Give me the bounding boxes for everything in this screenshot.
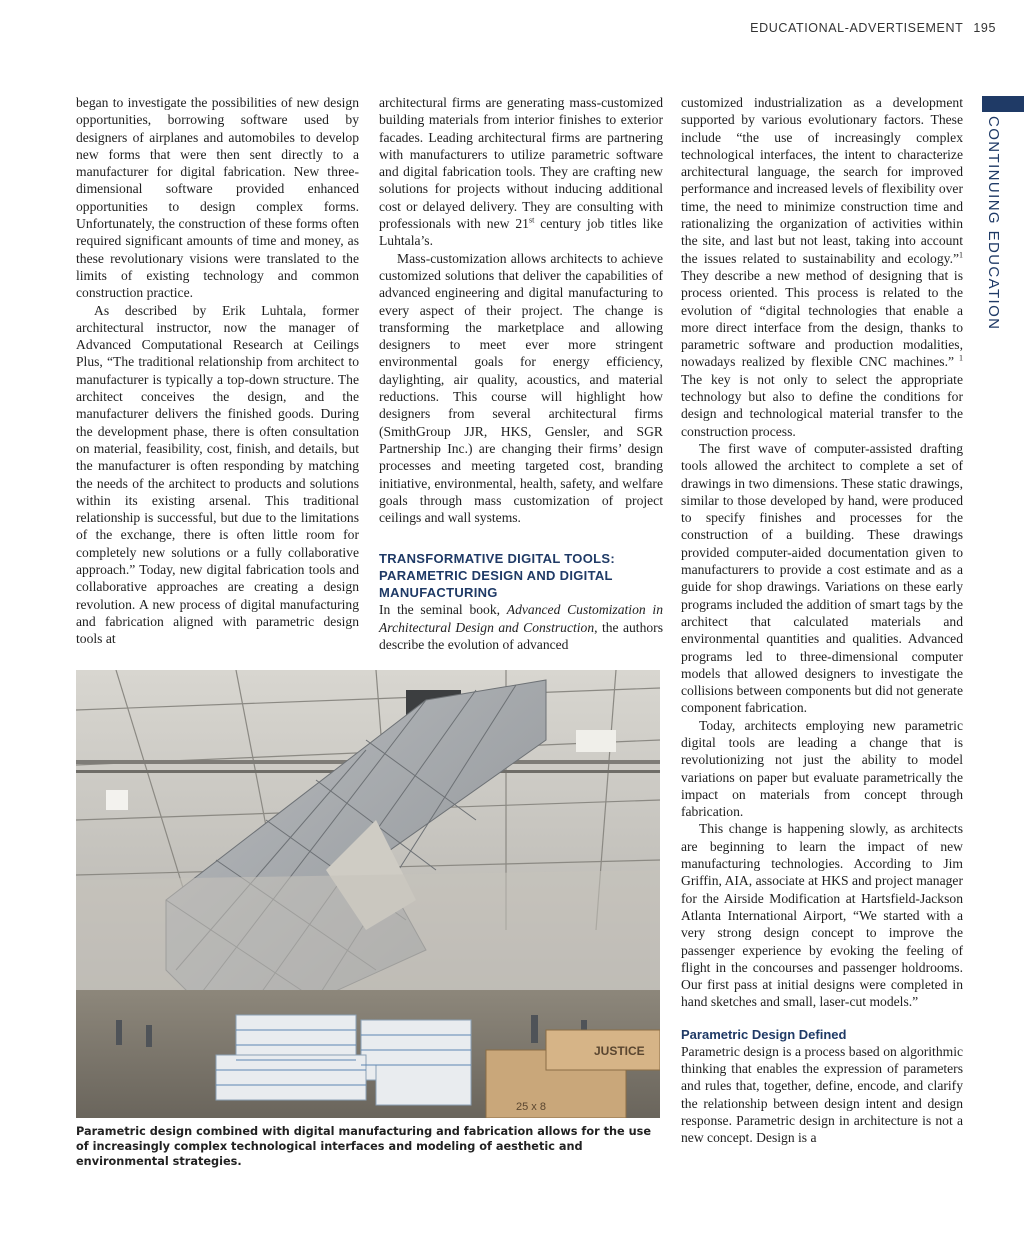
column-1 — [76, 94, 359, 648]
header-section: EDUCATIONAL-ADVERTISEMENT — [750, 21, 964, 35]
section-tab-marker — [982, 96, 1024, 112]
body-paragraph: Parametric design is a process based on algorithmic thinking that enables the expression of parameters and rules that, together, define, encode, and clarify the relationship between design intent and design response. Parametric design in architecture is not a new concept. Design is a — [681, 1043, 963, 1146]
body-paragraph: Today, architects employing new parametric digital tools are leading a change that is revolutionizing not just the ability to model variations on paper but evaluate parametrically the impact on materials from concept through fabrication. — [681, 717, 963, 820]
running-header — [750, 21, 996, 35]
crate-label-2: 25 x 8 — [516, 1101, 546, 1113]
body-paragraph: As described by Erik Luhtala, former architectural instructor, now the manager of Advanced Computational Research at Ceilings Plus, “The traditional relationship from architect to manufacturer is typically a top-down structure. The architect conceives the design, and the manufacturer delivers the finished goods. During the development phase, there is often consultation on material, feasibility, cost, finish, and details, but the manufacturer is often responding by matching the needs of the architect to products and solutions within its existing arsenal. This traditional relationship is successful, but due to the limitations of the exchange, there is often little room for completely new solutions or a fully collaborative approach.” Today, new digital fabrication tools and collaborative approaches are creating a design revolution. A new process of digital manufacturing and fabrication aligned with parametric design tools at — [76, 302, 359, 647]
side-section-label: CONTINUING EDUCATION — [985, 116, 1002, 331]
photo-caption: Parametric design combined with digital manufacturing and fabrication allows for the use of increasingly complex technological interfaces and modeling of aesthetic and environmental strategies. — [76, 1125, 652, 1168]
page-number: 195 — [973, 21, 996, 35]
column-2 — [379, 94, 663, 653]
section-heading: TRANSFORMATIVE DIGITAL TOOLS: PARAMETRIC DESIGN AND DIGITAL MANUFACTURING — [379, 551, 615, 601]
crate-label-1: JUSTICE — [594, 1044, 645, 1058]
body-paragraph: In the seminal book, Advanced Customization in Architectural Design and Construction, the authors describe the evolution of advanced — [379, 602, 663, 653]
book-title: Advanced Customization in Architectural Design and Construction — [379, 602, 663, 635]
body-paragraph: The first wave of computer-assisted drafting tools allowed the architect to complete a set of drawings in two dimensions. These static drawings, similar to those developed by hand, were produced to specify finishes and processes for the construction of a building. These drawings provided computer-aided documentation given to manufacturers to provide a cost estimate and as a guide for shop drawings. Variations on these early programs included the addition of smart tags by the architect that calculated materials and environmental quantities and qualities. Advanced programs led to three-dimensional computer models that allowed designers to investigate the collisions between components but did not generate component fabrication. — [681, 440, 963, 716]
body-paragraph: architectural firms are generating mass-customized building materials from interior finishes to exterior facades. Leading architectural firms are partnering with manufacturers to utilize parametric software and digital fabrication tools. They are crafting new solutions for projects without inducing additional cost or delayed delivery. They are consulting with professionals with new 21st century job titles like Luhtala’s. — [379, 95, 663, 249]
body-paragraph: customized industrialization as a development supported by various evolutionary factors. These include “the use of increasingly complex technological interfaces, the intent to characterize architectural language, the search for improved performance and increased levels of flexibility over time, the need to minimize construction time and rationalizing the organization of activities within the site, and last but not least, taking into account the issues related to sustainability and ecology.”$^1$ They describe a new method of designing that is process oriented. This process is related to the evolution of “digital technologies that enable a more direct interface from the design, thanks to parametric software and production modalities, nowadays realized by flexible CNC machines.” $^1$ The key is not only to select the appropriate technology but also to define the conditions for design and technological material transfer to the construction process. — [681, 95, 963, 439]
column-3 — [681, 94, 963, 1147]
subheading: Parametric Design Defined — [681, 1026, 847, 1042]
ceiling-installation-photo — [76, 670, 660, 1118]
body-paragraph: Mass-customization allows architects to achieve customized solutions that deliver the capabilities of advanced engineering and digital manufacturing to every aspect of their project. The change is transforming the marketplace and allowing designers to meet ever more stringent environmental goals for energy efficiency, daylighting, air quality, acoustics, and material reductions. This course will highlight how designers from several architectural firms (SmithGroup JJR, HKS, Gensler, and SGR Partnership Inc.) are changing their firms’ design processes and meeting targeted cost, branding initiative, environmental, health, safety, and welfare goals through mass customization of project ceilings and wall systems. — [379, 250, 663, 526]
body-paragraph: This change is happening slowly, as architects are beginning to learn the impact of new manufacturing technologies. According to Jim Griffin, AIA, associate at HKS and project manager for the Airside Modification at Hartsfield-Jackson Atlanta International Airport, “We started with a very strong design concept to improve the passenger experience by evoking the feeling of flight in the concourses and passenger holdrooms. Our first pass at initial designs were completed in hand sketches and small, laser-cut models.” — [681, 821, 963, 1010]
body-paragraph: began to investigate the possibilities of new design opportunities, borrowing software used by designers of airplanes and automobiles to develop new forms that were then sent directly to a manufacturer for digital fabrication. New three-dimensional software provided enhanced opportunities to design complex forms. Unfortunately, the construction of these forms often required significant amounts of time and money, as these revolutionary visions were translated to the limits of existing technology and common construction practice. — [76, 95, 359, 301]
